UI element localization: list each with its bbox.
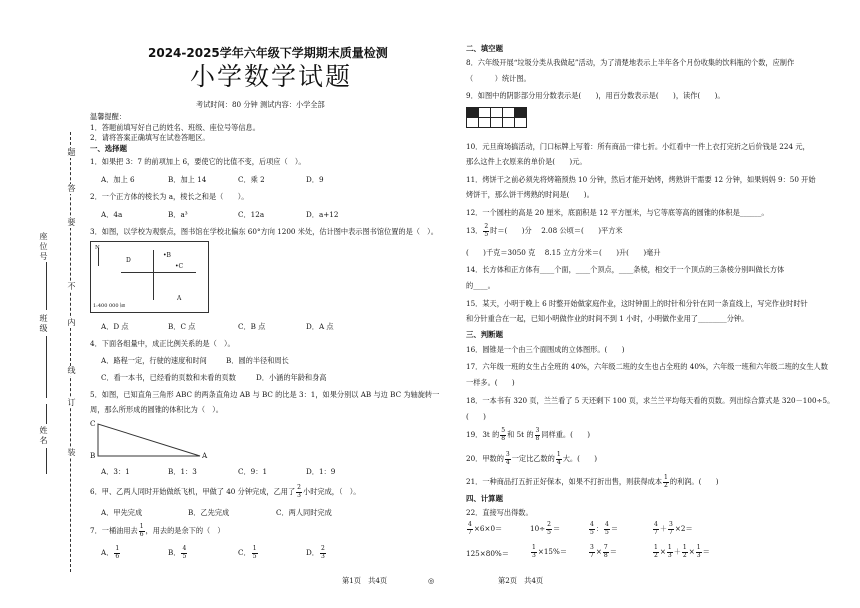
option: D．9 xyxy=(306,175,324,184)
question-20-text: 20．甲数的 xyxy=(466,454,504,463)
denominator: 5 xyxy=(484,230,489,238)
numerator: 1 xyxy=(252,545,257,552)
numerator: 2 xyxy=(547,521,551,528)
calc-text: ×2＝ xyxy=(674,524,693,533)
triangle-label-c: C xyxy=(90,419,96,428)
option: A．3：1 xyxy=(101,467,130,476)
question-6 xyxy=(90,485,361,499)
exam-title: 2024-2025学年六年级下学期期末质量检测 xyxy=(148,46,388,60)
notice-2: 2．请将答案正确填写在试卷答题区。 xyxy=(90,133,210,142)
option: B．a³ xyxy=(168,210,188,219)
question-13-text: 时＝( )分 2.08 公顷＝( )平方米 xyxy=(490,226,623,235)
class-underline xyxy=(46,336,47,398)
question-21-text: 21．一种商品打五折正好保本，如果不打折出售，则获得成本 xyxy=(466,477,663,486)
binding-char: 内 xyxy=(67,318,76,328)
question-13-cont: ( )千克＝3050 克 8.15 立方分米＝( )升( )毫升 xyxy=(466,248,661,257)
question-17-cont: 一样多。( ) xyxy=(466,378,515,387)
option: C．看一本书，已经看的页数和未看的页数 xyxy=(101,373,236,382)
fraction xyxy=(556,452,562,466)
fraction xyxy=(500,428,506,442)
triangle-label-b: B xyxy=(90,451,96,460)
calc-item xyxy=(466,522,502,536)
calc-text: × xyxy=(595,547,602,556)
question-10-cont: 那么这件上衣原来的单价是( )元。 xyxy=(466,157,587,166)
calc-item xyxy=(530,545,567,559)
fraction xyxy=(320,546,326,560)
denominator: 7 xyxy=(654,528,658,536)
grid-cell xyxy=(479,108,491,118)
option: C．乘 2 xyxy=(238,175,265,184)
question-12: 12．一个圆柱的高是 20 厘米，底面积是 12 平方厘米，与它等底等高的圆锥的体积是______。 xyxy=(466,208,769,217)
calc-item xyxy=(588,522,618,536)
option: B．C 点 xyxy=(168,322,196,331)
denominator: 5 xyxy=(252,552,257,560)
option: B．加上 14 xyxy=(168,175,207,184)
fraction xyxy=(663,475,669,489)
map-point-d: D xyxy=(126,257,131,264)
option: D．A 点 xyxy=(306,322,334,331)
calc-item: $\frac{1}{2}$ × $\frac{1}{3}$ ＋ $\frac{1}{2}$ × $\frac{1}{3}$ ＝ xyxy=(654,544,710,559)
option: B．1：3 xyxy=(168,467,197,476)
numerator: 4 xyxy=(590,521,594,528)
calc-item xyxy=(530,522,560,536)
numerator: 7 xyxy=(603,544,608,551)
binding-char: 答 xyxy=(67,184,76,194)
denominator: 5 xyxy=(182,552,187,560)
question-20-text: 大。( ) xyxy=(562,454,598,463)
denominator: 7 xyxy=(669,528,673,536)
grid-cell xyxy=(479,118,491,128)
calc-text: ×6×0＝ xyxy=(473,524,503,533)
name-underline xyxy=(46,448,47,474)
fraction xyxy=(589,522,595,536)
fraction xyxy=(296,485,302,499)
map-point-a: A xyxy=(177,295,182,302)
question-4: 4．下面各组量中，成正比例关系的是（ ）。 xyxy=(90,339,235,348)
calc-text: ＝ xyxy=(553,524,561,533)
question-10: 10．元旦商场搞活动，门口标牌上写着：所有商品一律七折。小红看中一件上衣打完折之后价钱是 224 元， xyxy=(466,142,810,151)
option xyxy=(238,546,259,560)
fraction-grid xyxy=(466,107,527,128)
binding-char: 要 xyxy=(67,218,76,228)
seat-label: 座位号 xyxy=(39,232,48,262)
map-north: N xyxy=(95,245,100,251)
question-7-text: ，用去的是余下的（ ） xyxy=(145,526,225,535)
name-label: 姓名 xyxy=(39,426,48,446)
fraction xyxy=(589,545,595,559)
numerator: 1 xyxy=(556,451,561,458)
fraction xyxy=(252,546,258,560)
question-11-cont: 烤饼干，那么饼干烤熟的时间是( )。 xyxy=(466,190,594,199)
fraction xyxy=(467,522,473,536)
question-14-cont: 的____。 xyxy=(466,281,495,290)
grid-cell xyxy=(515,118,527,128)
fraction xyxy=(603,545,609,559)
question-3: 3．如图，以学校为观察点，图书馆在学校北偏东 60°方向 1200 米处，估计图中表示图书馆位置的是（ ）。 xyxy=(90,227,438,236)
map-figure xyxy=(90,241,209,313)
denominator: 8 xyxy=(501,434,506,442)
option: A．4a xyxy=(101,210,123,219)
fraction xyxy=(546,522,552,536)
option-letter: B． xyxy=(168,548,181,557)
calc-text: ： xyxy=(595,524,604,533)
numerator: 2 xyxy=(320,545,325,552)
question-19-text: 19．3t 的 xyxy=(466,430,500,439)
question-20-text: 一定比乙数的 xyxy=(511,454,555,463)
question-19-text: 同样重。( ) xyxy=(541,430,591,439)
map-point-c: •C xyxy=(175,263,184,270)
denominator: 8 xyxy=(603,551,608,559)
numerator: 1 xyxy=(532,544,536,551)
numerator: 1 xyxy=(664,474,668,481)
option: A．甲先完成 xyxy=(101,508,143,517)
numerator: 4 xyxy=(468,521,472,528)
denominator: 5 xyxy=(590,528,594,536)
class-label: 班级 xyxy=(39,314,48,334)
notice-title: 温馨提醒： xyxy=(90,112,126,121)
fraction xyxy=(653,522,659,536)
option: C．12a xyxy=(238,210,265,219)
calc-text: ×15%＝ xyxy=(537,547,568,556)
denominator: 4 xyxy=(505,458,510,466)
subject-title: 小学数学试题 xyxy=(190,62,353,91)
question-21-text: 的利润。( ) xyxy=(669,477,719,486)
question-6-text: 6．甲、乙两人同时开始做纸飞机，甲做了 40 分钟完成，乙用了 xyxy=(90,487,296,496)
denominator: 7 xyxy=(590,551,594,559)
option xyxy=(168,546,188,560)
option-letter: C． xyxy=(238,548,251,557)
denominator: 3 xyxy=(532,551,536,559)
question-20 xyxy=(466,452,597,466)
map-horizontal-axis xyxy=(121,272,196,273)
binding-char: 装 xyxy=(67,448,76,458)
section-judge: 三、判断题 xyxy=(466,330,503,339)
seat-underline xyxy=(46,262,47,310)
option: D．1：9 xyxy=(306,467,336,476)
grid-cell-shaded xyxy=(467,108,479,118)
numerator: 4 xyxy=(605,521,609,528)
option: A．加上 6 xyxy=(101,175,135,184)
question-11: 11．烤饼干之前必须先将烤箱预热 10 分钟，然后才能开始烤，烤熟饼干需要 12 分钟，如果妈妈 9：50 开始 xyxy=(466,175,816,184)
page-number-right: 第2页 共4页 xyxy=(498,576,544,585)
numerator: 4 xyxy=(654,521,658,528)
question-1: 1．如果把 3：7 的前项加上 6，要使它的比值不变，后项应（ ）。 xyxy=(90,157,306,166)
question-13 xyxy=(466,224,623,238)
map-vertical-axis xyxy=(153,250,154,300)
fraction xyxy=(483,224,489,238)
calc-text: ＝ xyxy=(610,524,619,533)
option: D．a+12 xyxy=(306,210,339,219)
fraction xyxy=(668,522,674,536)
grid-cell xyxy=(491,108,503,118)
numerator: 3 xyxy=(535,427,540,434)
option xyxy=(101,546,121,560)
grid-cell xyxy=(467,118,479,128)
denominator: 6 xyxy=(139,530,144,538)
section-calc: 四、计算题 xyxy=(466,494,503,503)
question-8-cont: （ ）统计图。 xyxy=(466,74,531,83)
option: D．小涵的年龄和身高 xyxy=(256,373,327,382)
option xyxy=(306,546,327,560)
section-choice: 一、选择题 xyxy=(90,144,127,153)
question-2: 2．一个正方体的棱长为 a，棱长之和是（ ）。 xyxy=(90,192,249,201)
numerator: 3 xyxy=(669,521,673,528)
grid-cell xyxy=(491,118,503,128)
name-underline xyxy=(46,404,47,424)
numerator: 4 xyxy=(182,545,187,552)
fraction: $\frac{1}{3}$ xyxy=(667,544,672,559)
page-center-mark: ◎ xyxy=(428,576,435,585)
option: B．圆的半径和周长 xyxy=(226,356,289,365)
option-letter: A． xyxy=(101,548,114,557)
option: B．乙先完成 xyxy=(188,508,230,517)
fraction: $\frac{1}{2}$ xyxy=(654,544,658,559)
question-19 xyxy=(466,428,590,442)
map-scale: 1:400 000 ㎞ xyxy=(93,303,126,309)
question-7 xyxy=(90,524,225,538)
fraction xyxy=(604,522,610,536)
binding-char: 线 xyxy=(67,366,76,376)
denominator: 3 xyxy=(320,552,325,560)
fraction xyxy=(114,546,120,560)
question-15: 15．某天，小明于晚上 6 时整开始做家庭作业，这时钟面上的时针和分针在同一条直线上，写完作业时时针 xyxy=(466,299,808,308)
option: C．B 点 xyxy=(238,322,266,331)
calc-text: 10÷ xyxy=(530,524,546,533)
numerator: 1 xyxy=(139,523,144,530)
question-19-text: 和 5t 的 xyxy=(507,430,534,439)
numerator: 3 xyxy=(590,544,594,551)
fraction: $\frac{1}{3}$ xyxy=(696,544,701,559)
calc-item: 125×80%＝ xyxy=(466,549,509,558)
binding-char: 题 xyxy=(67,148,76,158)
calc-text: ＋ xyxy=(659,524,668,533)
fraction xyxy=(531,545,537,559)
calc-text: ＝ xyxy=(609,547,617,556)
fraction: $\frac{1}{2}$ xyxy=(682,544,687,559)
triangle-figure xyxy=(90,418,215,466)
exam-info: 考试时间：80 分钟 测试内容：小学全部 xyxy=(196,100,325,109)
question-5-cont: 周，那么所形成的圆锥的体积比为（ ）。 xyxy=(90,405,223,414)
grid-cell xyxy=(503,108,515,118)
question-21 xyxy=(466,475,719,489)
question-16: 16．圆锥是一个由三个面围成的立体图形。( ) xyxy=(466,345,625,354)
question-7-text: 7．一桶油用去 xyxy=(90,526,138,535)
denominator: 7 xyxy=(468,528,472,536)
page-number-left: 第1页 共4页 xyxy=(342,576,388,585)
triangle-abc xyxy=(98,424,200,456)
denominator: 4 xyxy=(556,458,561,466)
map-point-b: •B xyxy=(163,252,171,259)
fraction xyxy=(181,546,187,560)
question-18-cont: ( ) xyxy=(466,412,486,421)
option: C．9：1 xyxy=(238,467,268,476)
denominator: 3 xyxy=(297,491,301,499)
denominator: 2 xyxy=(664,481,668,489)
option: A．路程一定，行驶的速度和时间 xyxy=(101,356,207,365)
binding-char: 订 xyxy=(67,398,76,408)
question-18: 18．一本书有 320 页，兰兰看了 5 天还剩下 100 页，求兰兰平均每天看的页数。列出综合算式是 320－100÷5。 xyxy=(466,396,835,405)
question-13-text: 13． xyxy=(466,226,483,235)
numerator: 3 xyxy=(505,451,510,458)
fraction xyxy=(505,452,511,466)
notice-1: 1．答题前填写好自己的姓名、班级、座位号等信息。 xyxy=(90,123,260,132)
binding-char: 不 xyxy=(67,282,76,292)
denominator: 6 xyxy=(115,552,120,560)
numerator: 5 xyxy=(501,427,506,434)
binding-line xyxy=(70,132,71,572)
grid-cell-shaded xyxy=(515,108,527,118)
fraction xyxy=(139,524,145,538)
numerator: 2 xyxy=(297,484,301,491)
option: C．两人同时完成 xyxy=(276,508,332,517)
question-15-cont: 和分针重合在一起，已知小明做作业的时间不到 1 小时，小明做作业用了________分钟。 xyxy=(466,314,749,323)
section-fill: 二、填空题 xyxy=(466,44,503,53)
question-8: 8．六年级开展“垃圾分类从我做起”活动，为了清楚地表示上半年各个月份收集的饮料瓶的个数，应制作 xyxy=(466,58,795,67)
question-5: 5．如图，已知直角三角形 ABC 的两条直角边 AB 与 BC 的比是 3：1，如果分别以 AB 与边 BC 为轴旋转一 xyxy=(90,390,440,399)
triangle-label-a: A xyxy=(202,451,208,460)
question-6-text: 小时完成，（ ）。 xyxy=(303,487,361,496)
denominator: 5 xyxy=(547,528,551,536)
question-9: 9．如图中的阴影部分用分数表示是( )，用百分数表示是( )，读作( )。 xyxy=(466,91,725,100)
grid-cell xyxy=(503,118,515,128)
denominator: 5 xyxy=(605,528,609,536)
question-22: 22．直接写出得数。 xyxy=(466,508,533,517)
calc-item xyxy=(652,522,693,536)
option: A．D 点 xyxy=(101,322,129,331)
fraction xyxy=(535,428,541,442)
question-17: 17．六年级一班的女生占全班的 40%，六年级二班的女生也占全班的 40%，六年级一班和六年级二班的女生人数 xyxy=(466,362,828,371)
numerator: 1 xyxy=(115,545,120,552)
option-letter: D． xyxy=(306,548,319,557)
numerator: 2 xyxy=(484,223,489,230)
denominator: 8 xyxy=(535,434,540,442)
calc-item xyxy=(588,545,617,559)
question-14: 14．长方体和正方体有____个面，____个顶点，____条棱，相交于一个顶点的三条棱分别叫做长方体 xyxy=(466,265,785,274)
